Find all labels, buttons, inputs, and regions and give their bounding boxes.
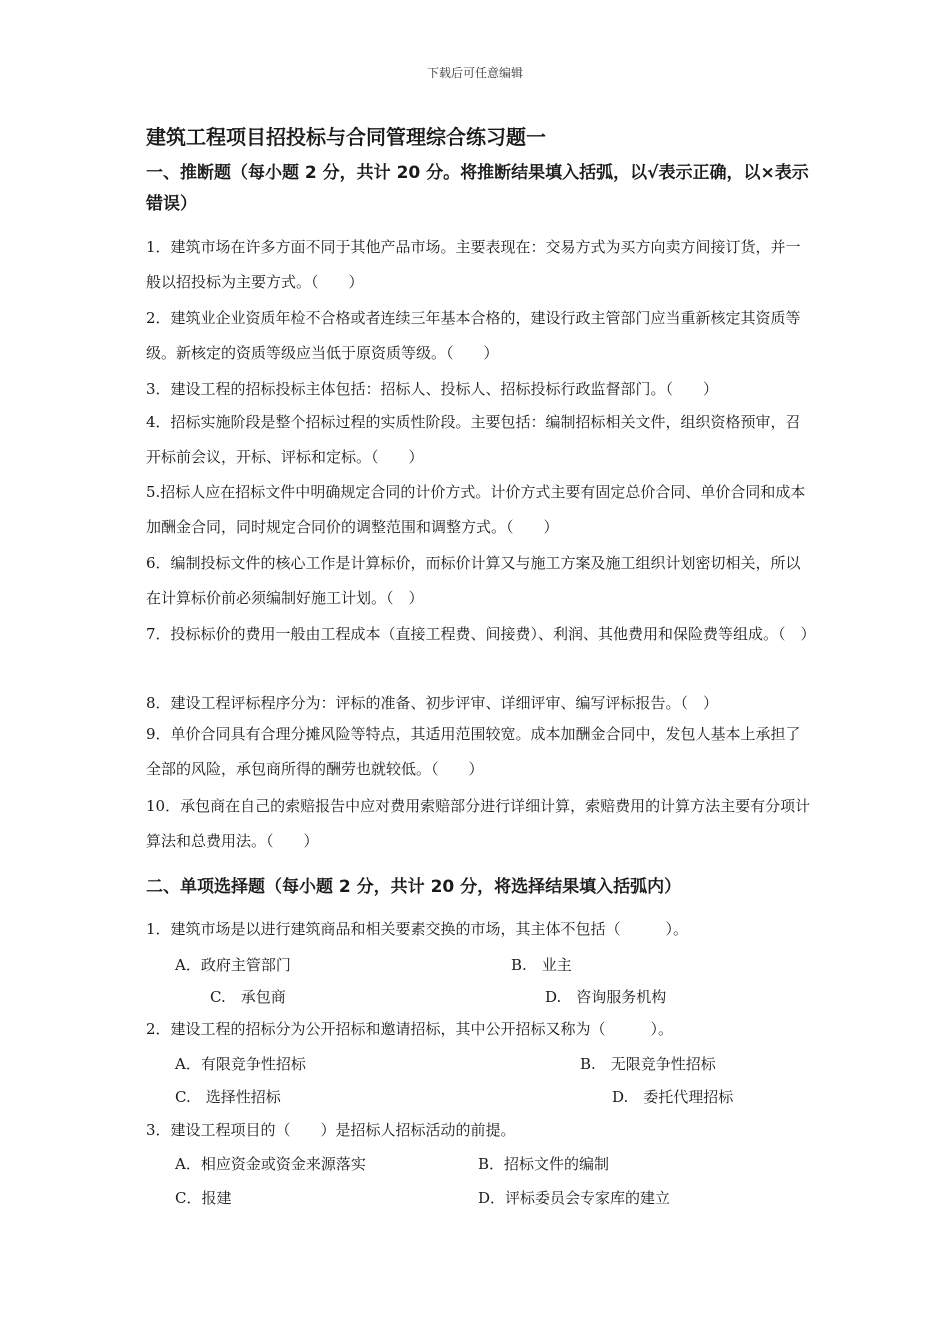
- choice-option: D. 委托代理招标: [612, 1088, 734, 1106]
- choice-option: A．有限竞争性招标: [175, 1055, 306, 1073]
- judgement-question: 3．建设工程的招标投标主体包括：招标人、投标人、招标投标行政监督部门。（ ）: [146, 380, 719, 398]
- judgement-question: 1．建筑市场在许多方面不同于其他产品市场。主要表现在：交易方式为买方向卖方间接订货，并一般以招投标为主要方式。（ ）: [146, 238, 801, 291]
- document-title: 建筑工程项目招投标与合同管理综合练习题一: [146, 125, 546, 149]
- judgement-question: 7．投标标价的费用一般由工程成本（直接工程费、间接费）、利润、其他费用和保险费等组成。（ ）: [146, 625, 816, 643]
- choice-option: B. 无限竞争性招标: [580, 1055, 716, 1073]
- judgement-question: 2．建筑业企业资质年检不合格或者连续三年基本合格的，建设行政主管部门应当重新核定其资质等级。新核定的资质等级应当低于原资质等级。（ ）: [146, 309, 801, 362]
- choice-question-stem: 1．建筑市场是以进行建筑商品和相关要素交换的市场，其主体不包括（ ）。: [146, 920, 689, 938]
- choice-option: C．报建: [175, 1189, 232, 1207]
- judgement-question: 9．单价合同具有合理分摊风险等特点，其适用范围较宽。成本加酬金合同中，发包人基本上承担了全部的风险，承包商所得的酬劳也就较低。（ ）: [146, 725, 801, 778]
- choice-option: A．政府主管部门: [175, 956, 291, 974]
- choice-option: D. 咨询服务机构: [545, 988, 667, 1006]
- choice-option: C. 承包商: [210, 988, 286, 1006]
- section-2-heading: 二、单项选择题（每小题 2 分，共计 20 分，将选择结果填入括弧内）: [146, 877, 682, 897]
- judgement-question: 10．承包商在自己的索赔报告中应对费用索赔部分进行详细计算，索赔费用的计算方法主要有分项计算法和总费用法。（ ）: [146, 797, 811, 850]
- choice-option: C. 选择性招标: [175, 1088, 281, 1106]
- choice-option: B. 业主: [511, 956, 572, 974]
- header-note: 下载后可任意编辑: [426, 66, 523, 80]
- judgement-question: 4．招标实施阶段是整个招标过程的实质性阶段。主要包括：编制招标相关文件，组织资格预审，召开标前会议，开标、评标和定标。（ ）: [146, 413, 801, 466]
- judgement-question: 8．建设工程评标程序分为：评标的准备、初步评审、详细评审、编写评标报告。（ ）: [146, 694, 719, 712]
- choice-question-stem: 2．建设工程的招标分为公开招标和邀请招标，其中公开招标又称为（ ）。: [146, 1020, 674, 1038]
- choice-question-stem: 3．建设工程项目的（ ）是招标人招标活动的前提。: [146, 1121, 516, 1139]
- judgement-question: 5.招标人应在招标文件中明确规定合同的计价方式。计价方式主要有固定总价合同、单价合同和成本加酬金合同，同时规定合同价的调整范围和调整方式。（ ）: [146, 483, 806, 536]
- choice-option: B．招标文件的编制: [478, 1155, 610, 1173]
- choice-option: A．相应资金或资金来源落实: [175, 1155, 366, 1173]
- choice-option: D．评标委员会专家库的建立: [478, 1189, 671, 1207]
- section-1-heading: 一、推断题（每小题 2 分，共计 20 分。将推断结果填入括弧，以√表示正确，以×表示错误）: [146, 163, 809, 214]
- judgement-question: 6．编制投标文件的核心工作是计算标价，而标价计算又与施工方案及施工组织计划密切相关，所以在计算标价前必须编制好施工计划。（ ）: [146, 554, 801, 607]
